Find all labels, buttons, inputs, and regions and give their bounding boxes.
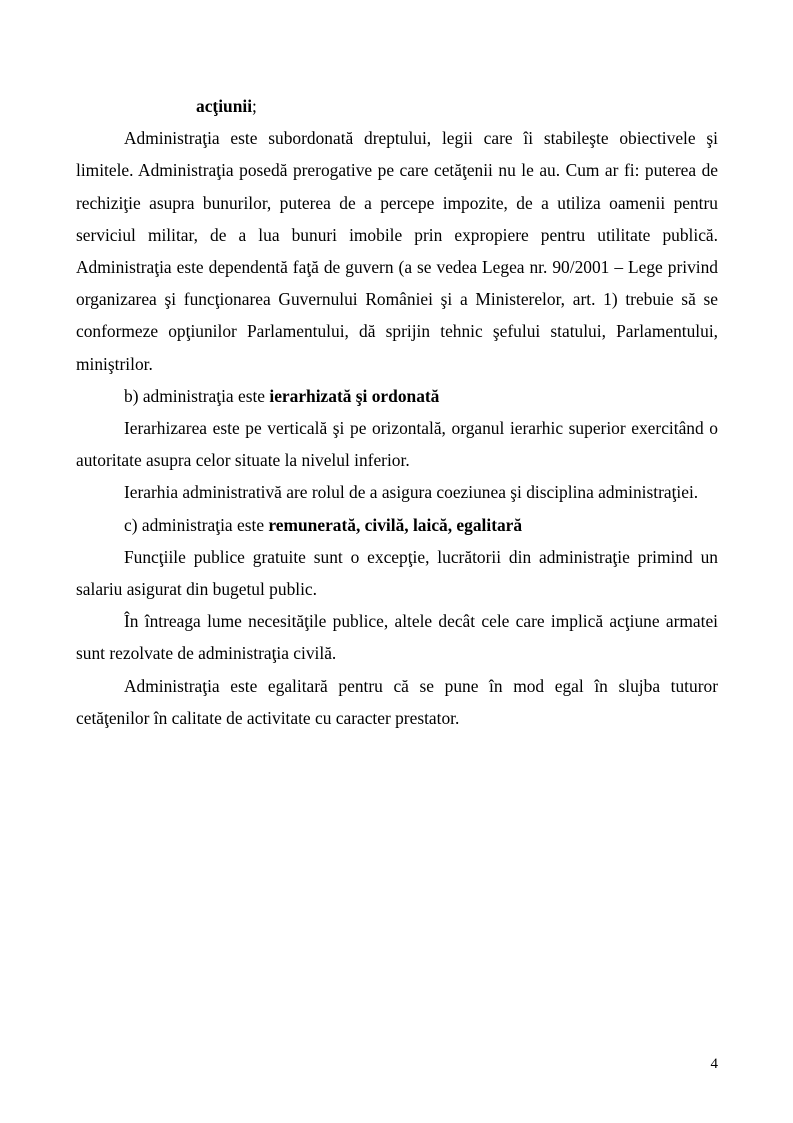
paragraph-text: ; (252, 96, 257, 116)
paragraph-hierarchy: Ierarhizarea este pe verticală şi pe orizontală, organul ierarhic superior exercitând o autoritate asupra celor situate la nivelul inferior. (76, 418, 718, 471)
subheading-c (76, 509, 718, 541)
bold-term: remunerată, civilă, laică, egalitară (268, 514, 523, 535)
paragraph-continuation (76, 90, 718, 122)
page-body (76, 90, 718, 734)
paragraph-public-needs: În întreaga lume necesităţile publice, altele decât cele care implică acţiune armatei sunt rezolvate de administraţia civilă. (76, 611, 718, 664)
subheading-b (76, 380, 718, 412)
subheading-text: c) administraţia este (124, 514, 269, 535)
paragraph-subordination: Administraţia este subordonată dreptului, legii care îi stabileşte obiectivele şi limitele. Administraţia posedă prerogative pe care cetăţenii nu le au. Cum ar fi: puterea de rechiziţie asupra bunurilor, puterea de a percepe impozite, de a utiliza oamenii pentru serviciul militar, de a lua bunuri imobile prin expropiere pentru utilitate publică. Administraţia este dependentă faţă de guvern (a se vedea Legea nr. 90/2001 – Lege privind organizarea şi funcţionarea Guvernului României şi a Ministerelor, art. 1) trebuie să se conformeze opţiunilor Parlamentului, dă sprijin tehnic şefului statului, Parlamentului, miniştrilor. (76, 128, 718, 374)
page-number: 4 (710, 1056, 718, 1072)
paragraph-hierarchy-role: Ierarhia administrativă are rolul de a asigura coeziunea şi disciplina administraţiei. (124, 482, 699, 503)
bold-term: acţiunii (196, 96, 253, 116)
subheading-text: b) administraţia este (124, 385, 270, 406)
bold-term: ierarhizată şi ordonată (269, 385, 440, 406)
paragraph-egalitarian: Administraţia este egalitară pentru că se pune în mod egal în slujba tuturor cetăţenilor în calitate de activitate cu caracter prestator. (76, 675, 718, 728)
paragraph-public-functions: Funcţiile publice gratuite sunt o excepţie, lucrătorii din administraţie primind un salariu asigurat din bugetul public. (76, 546, 718, 600)
